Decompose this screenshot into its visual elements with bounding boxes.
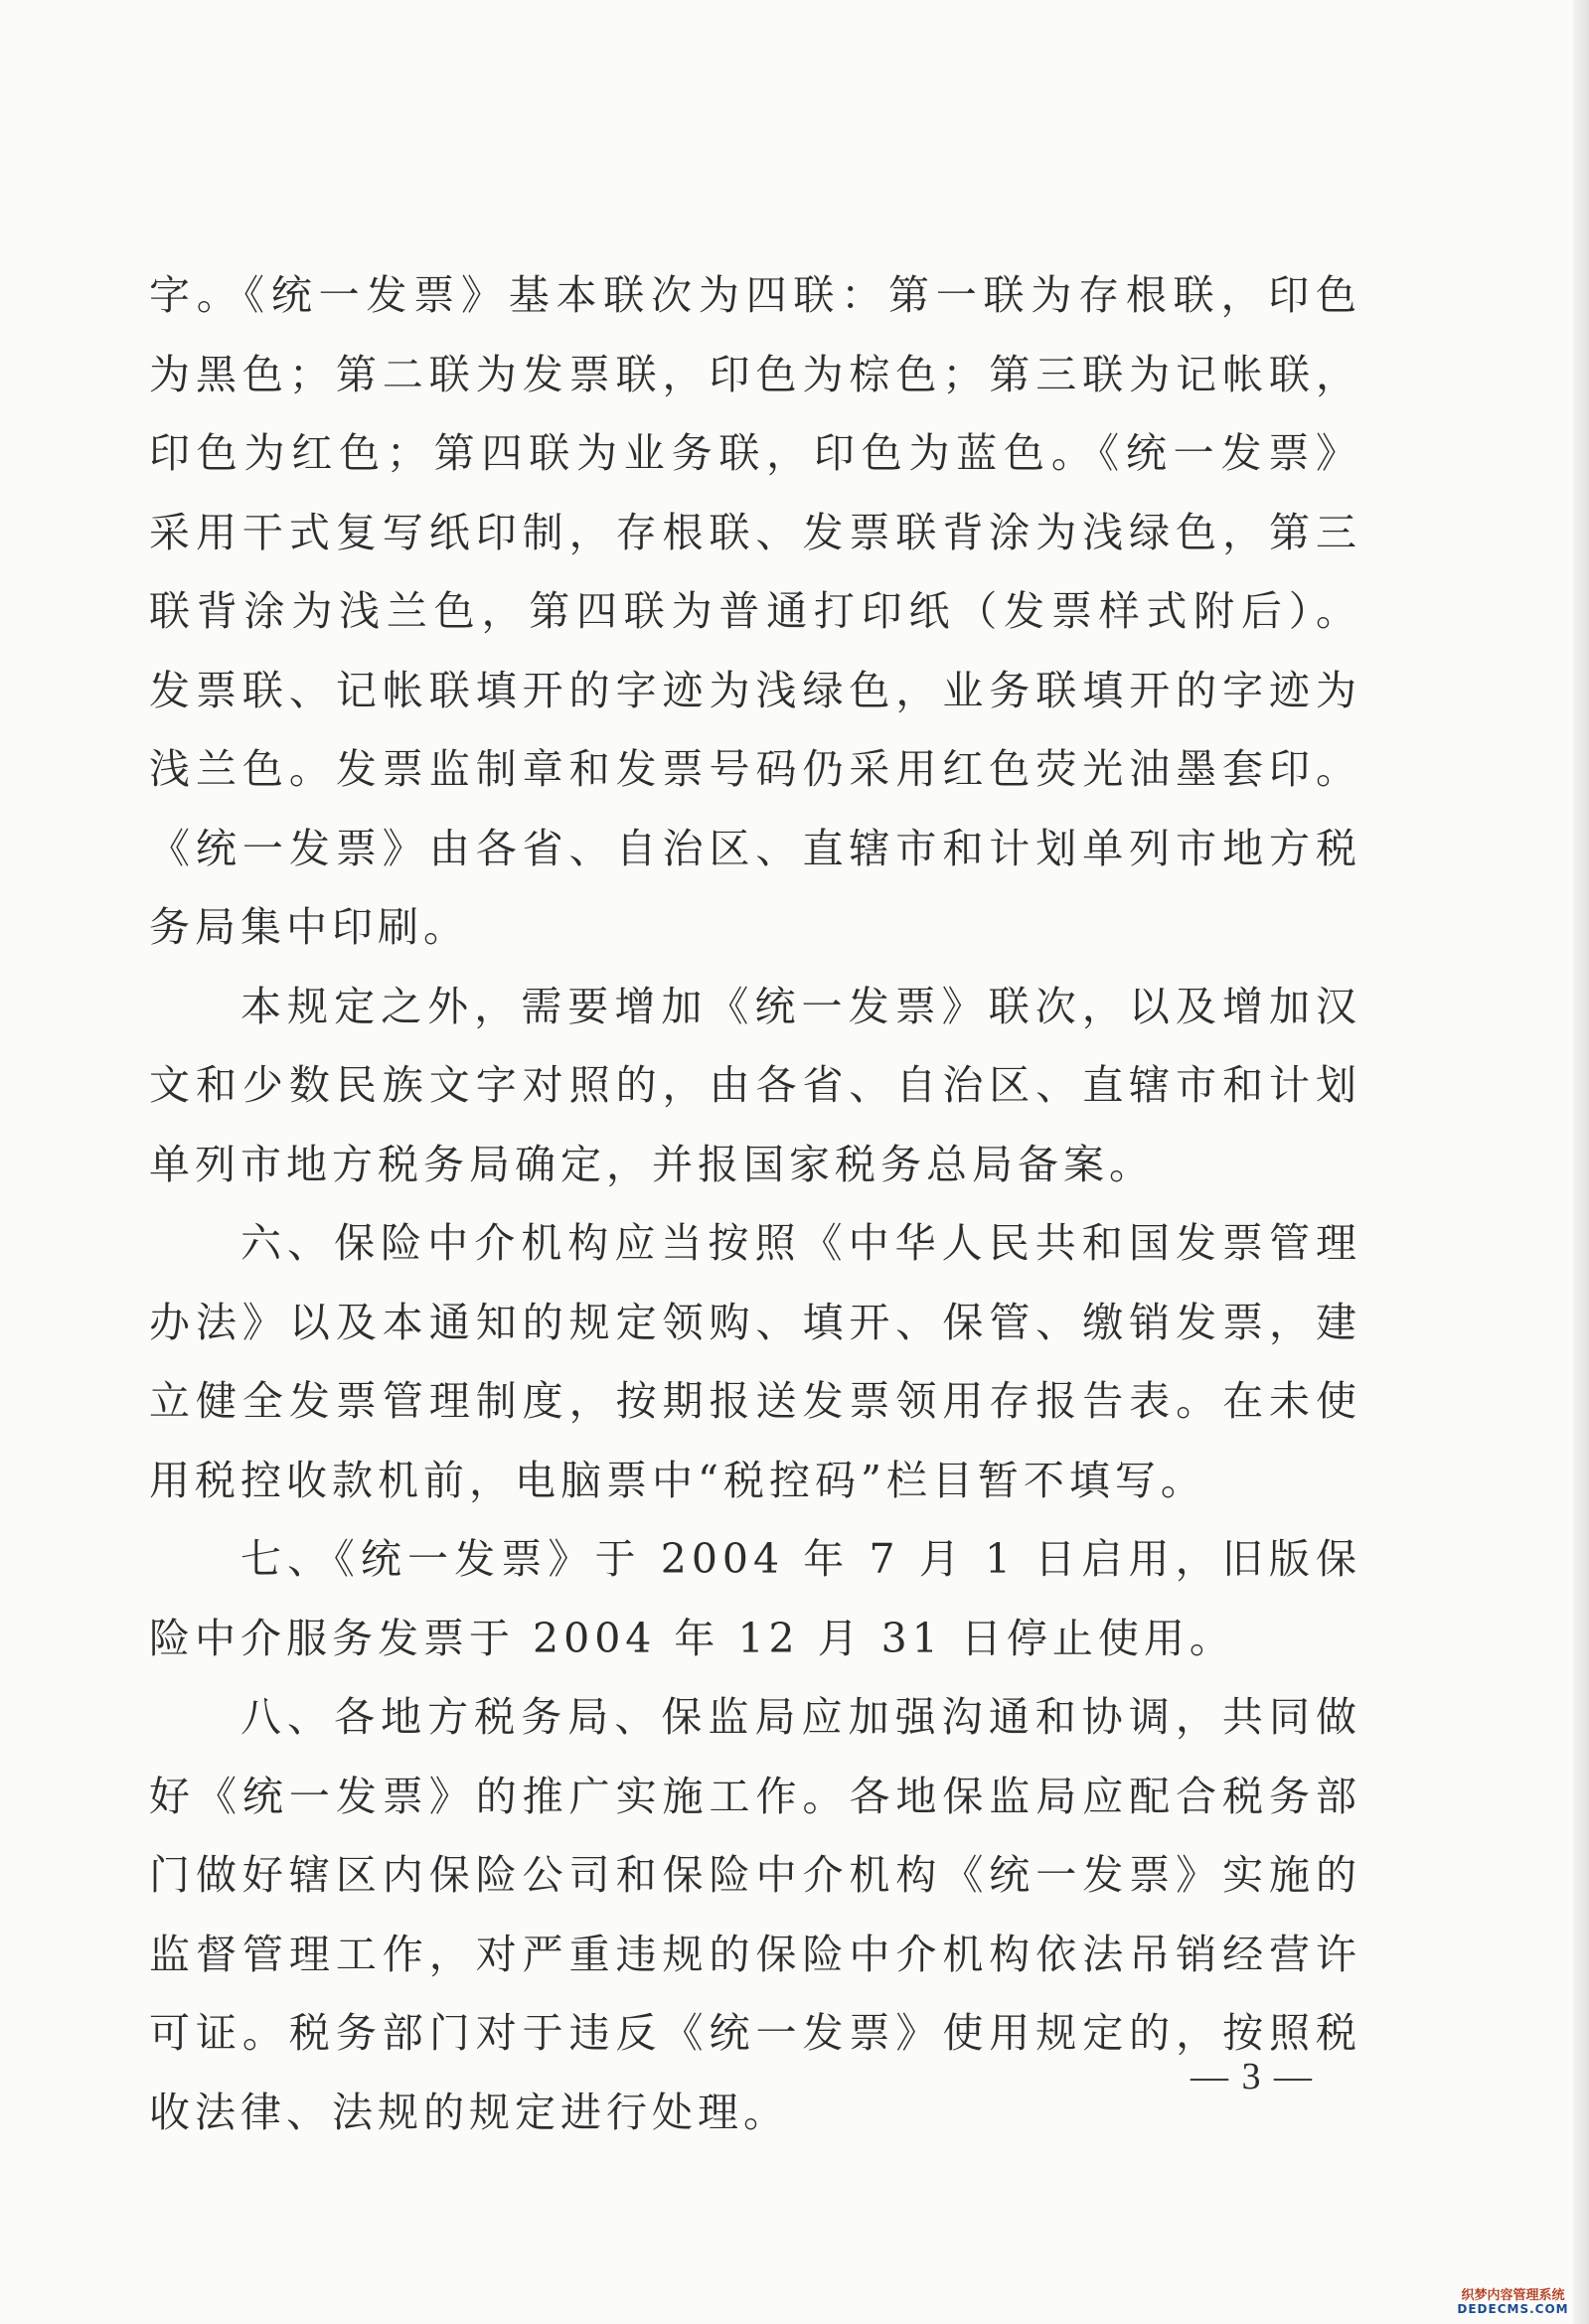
paragraph-2: 本规定之外，需要增加《统一发票》联次，以及增加汉文和少数民族文字对照的，由各省、自治区、直辖市和计划单列市地方税务局确定，并报国家税务总局备案。 xyxy=(149,982,1361,1188)
paragraph-5: 八、各地方税务局、保监局应加强沟通和协调，共同做好《统一发票》的推广实施工作。各地保监局应配合税务部门做好辖区内保险公司和保险中介机构《统一发票》实施的监督管理工作，对严重违规的保险中介机构依法吊销经营许可证。税务部门对于违反《统一发票》使用规定的，按照税收法律、法规的规定进行处理。 xyxy=(149,1693,1361,2136)
paragraph-3: 六、保险中介机构应当按照《中华人民共和国发票管理办法》以及本通知的规定领购、填开、保管、缴销发票，建立健全发票管理制度，按期报送发票领用存报告表。在未使用税控收款机前，电脑票中“税控码”栏目暂不填写。 xyxy=(149,1219,1361,1504)
paragraph-4: 七、《统一发票》于 2004 年 7 月 1 日启用，旧版保险中介服务发票于 2004 年 12 月 31 日停止使用。 xyxy=(149,1535,1361,1662)
document-body xyxy=(149,256,1361,2152)
page-number: — 3 — xyxy=(1191,2056,1314,2097)
paragraph-1: 字。《统一发票》基本联次为四联：第一联为存根联，印色为黑色；第二联为发票联，印色为棕色；第三联为记帐联，印色为红色；第四联为业务联，印色为蓝色。《统一发票》采用干式复写纸印制，存根联、发票联背涂为浅绿色，第三联背涂为浅兰色，第四联为普通打印纸（发票样式附后）。发票联、记帐联填开的字迹为浅绿色，业务联填开的字迹为浅兰色。发票监制章和发票号码仍采用红色荧光油墨套印。《统一发票》由各省、自治区、直辖市和计划单列市地方税务局集中印刷。 xyxy=(149,271,1361,951)
watermark-line-2: DEDECMS.COM xyxy=(1457,2301,1569,2316)
page-edge-shadow xyxy=(1573,0,1589,2324)
watermark-line-1: 织梦内容管理系统 xyxy=(1461,2287,1565,2303)
watermark-logo xyxy=(1441,2289,1585,2316)
